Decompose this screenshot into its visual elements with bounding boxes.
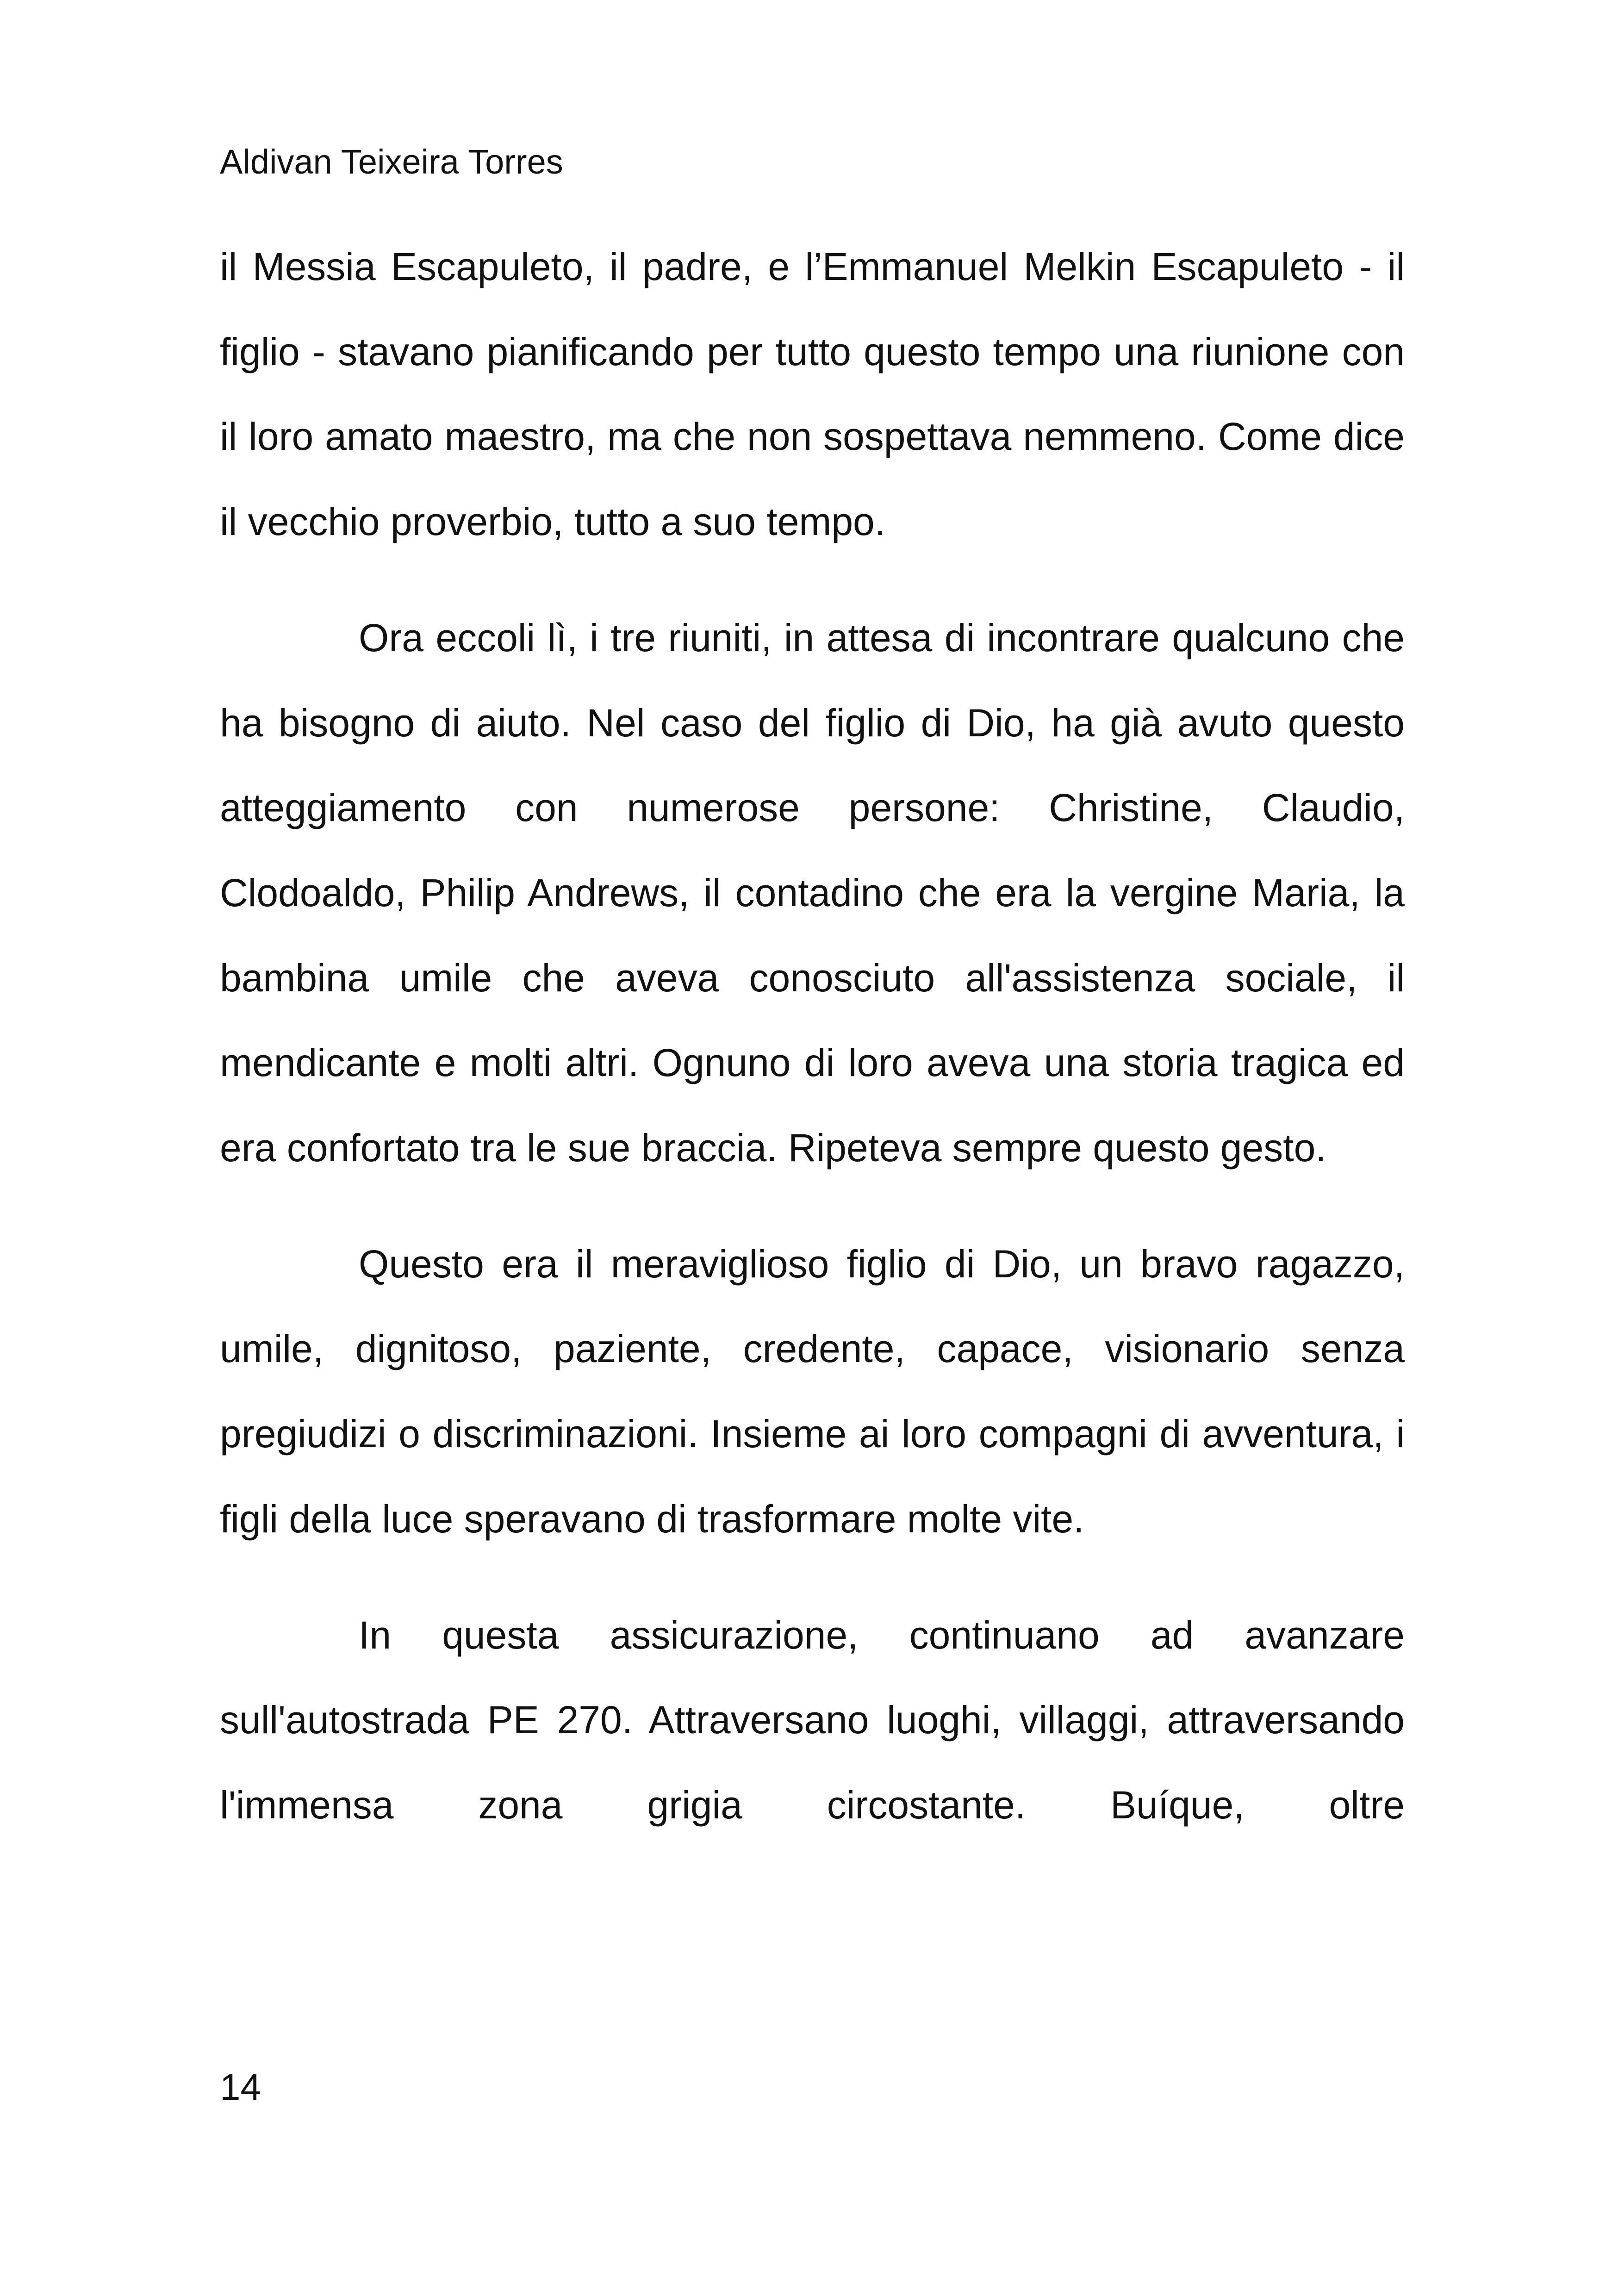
paragraph-3: Questo era il meraviglioso figlio di Dio, un bravo ragazzo, umile, dignitoso, paziente, credente, capace, visionario senza pregiudizi o discriminazioni. Insieme ai loro compagni di avventura, i figli della luce speravano di trasformare molte vite.: [220, 1242, 1405, 1541]
body-text: [220, 224, 1405, 1848]
paragraph-4: In questa assicurazione, continuano ad avanzare sull'autostrada PE 270. Attraversano luoghi, villaggi, attraversando l'immensa zona grigia circostante. Buíque, oltre: [220, 1613, 1405, 1827]
running-header-author: Aldivan Teixeira Torres: [220, 143, 563, 181]
paragraph-1: il Messia Escapuleto, il padre, e l’Emmanuel Melkin Escapuleto - il figlio - stavano pianificando per tutto questo tempo una riunione con il loro amato maestro, ma che non sospettava nemmeno. Come dice il vecchio proverbio, tutto a suo tempo.: [220, 245, 1405, 544]
page-number: 14: [220, 2066, 261, 2108]
paragraph-2: Ora eccoli lì, i tre riuniti, in attesa di incontrare qualcuno che ha bisogno di aiuto. Nel caso del figlio di Dio, ha già avuto questo atteggiamento con numerose persone: Christine, Claudio, Clodoaldo, Philip Andrews, il contadino che era la vergine Maria, la bambina umile che aveva conosciuto all'assistenza sociale, il mendicante e molti altri. Ognuno di loro aveva una storia tragica ed era confortato tra le sue braccia. Ripeteva sempre questo gesto.: [220, 616, 1405, 1170]
